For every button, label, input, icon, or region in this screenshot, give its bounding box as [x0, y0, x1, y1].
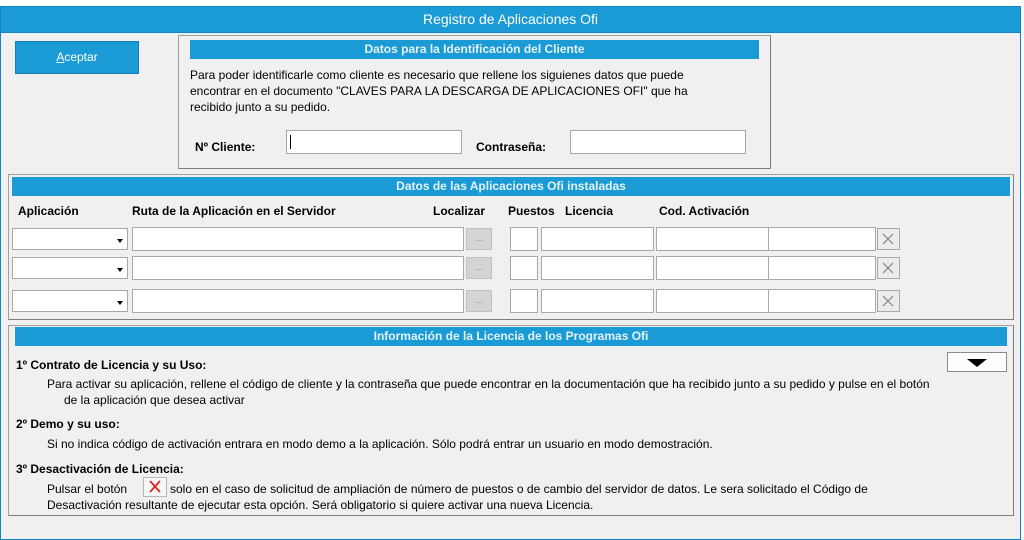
activation-code-input[interactable] — [656, 256, 769, 280]
path-input[interactable] — [132, 227, 464, 251]
activation-code-input[interactable] — [656, 289, 769, 313]
apps-section-title: Datos de las Aplicaciones Ofi instaladas — [12, 177, 1010, 196]
client-description-line-3: recibido junto a su pedido. — [190, 100, 331, 114]
license-item-2-text: Si no indica código de activación entrara en modo demo a la aplicación. Sólo podrá entrar un usuario en modo demostración. — [47, 437, 713, 451]
inline-deactivate-button — [143, 477, 167, 497]
path-input[interactable] — [132, 289, 464, 313]
locate-button[interactable]: ... — [466, 257, 492, 279]
col-header-locate: Localizar — [433, 204, 486, 218]
col-header-seats: Puestos — [508, 204, 555, 218]
path-input[interactable] — [132, 256, 464, 280]
close-icon — [878, 229, 899, 249]
col-header-license: Licencia — [565, 204, 614, 218]
close-icon — [878, 258, 899, 278]
license-item-1-text-line-2: de la aplicación que desea activar — [64, 393, 245, 407]
license-section-title: Información de la Licencia de los Programas Ofi — [15, 327, 1007, 346]
expand-button[interactable] — [947, 352, 1007, 372]
license-item-3-text-before: Pulsar el botón — [47, 482, 128, 496]
triangle-down-icon — [967, 359, 987, 367]
password-label: Contraseña: — [476, 140, 547, 154]
application-select[interactable] — [12, 228, 128, 250]
application-select[interactable] — [12, 257, 128, 279]
client-description-line-2: encontrar en el documento "CLAVES PARA LA DESCARGA DE APLICACIONES OFI" que ha — [190, 84, 688, 98]
locate-button[interactable]: ... — [466, 228, 492, 250]
client-number-input[interactable] — [286, 130, 462, 154]
title-bar — [0, 0, 1024, 34]
license-input[interactable] — [541, 289, 654, 313]
col-header-application: Aplicación — [18, 204, 79, 218]
col-header-path: Ruta de la Aplicación en el Servidor — [132, 204, 336, 218]
license-input[interactable] — [541, 227, 654, 251]
license-item-1-heading: 1º Contrato de Licencia y su Uso: — [16, 358, 207, 372]
locate-button[interactable]: ... — [466, 290, 492, 312]
col-header-activation-code: Cod. Activación — [659, 204, 750, 218]
license-item-2-heading: 2º Demo y su uso: — [16, 417, 120, 431]
accept-label: ceptar — [64, 50, 98, 64]
window-title: Registro de Aplicaciones Ofi — [0, 6, 1021, 33]
seats-input[interactable] — [510, 256, 538, 280]
accept-button[interactable] — [15, 41, 139, 74]
license-item-1-text-line-1: Para activar su aplicación, rellene el código de cliente y la contraseña que puede encontrar en la documentación que ha recibido junto a su pedido y pulse en el botón — [47, 377, 930, 391]
close-icon — [144, 478, 166, 496]
license-input[interactable] — [541, 256, 654, 280]
text-cursor — [290, 135, 291, 149]
activation-code-input-2[interactable] — [768, 256, 876, 280]
activation-code-input[interactable] — [656, 227, 769, 251]
client-section-title: Datos para la Identificación del Cliente — [190, 40, 759, 59]
activation-code-input-2[interactable] — [768, 227, 876, 251]
deactivate-button[interactable] — [877, 257, 900, 279]
deactivate-button[interactable] — [877, 228, 900, 250]
chevron-down-icon — [117, 301, 123, 305]
password-input[interactable] — [570, 130, 746, 154]
license-item-3-heading: 3º Desactivación de Licencia: — [16, 462, 184, 476]
chevron-down-icon — [117, 239, 123, 243]
chevron-down-icon — [117, 268, 123, 272]
activation-code-input-2[interactable] — [768, 289, 876, 313]
client-number-label: Nº Cliente: — [195, 140, 256, 154]
license-item-3-text-line-2: Desactivación resultante de ejecutar esta opción. Será obligatorio si quiere activar una nueva Licencia. — [47, 498, 594, 512]
seats-input[interactable] — [510, 227, 538, 251]
application-select[interactable] — [12, 290, 128, 312]
accept-mnemonic: A — [56, 50, 65, 64]
deactivate-button[interactable] — [877, 290, 900, 312]
license-item-3-text-after: solo en el caso de solicitud de ampliación de número de puestos o de cambio del servidor de datos. Le sera solicitado el Código de — [170, 482, 868, 496]
client-description-line-1: Para poder identificarle como cliente es necesario que rellene los siguienes datos que puede — [190, 68, 684, 82]
close-icon — [878, 291, 899, 311]
seats-input[interactable] — [510, 289, 538, 313]
